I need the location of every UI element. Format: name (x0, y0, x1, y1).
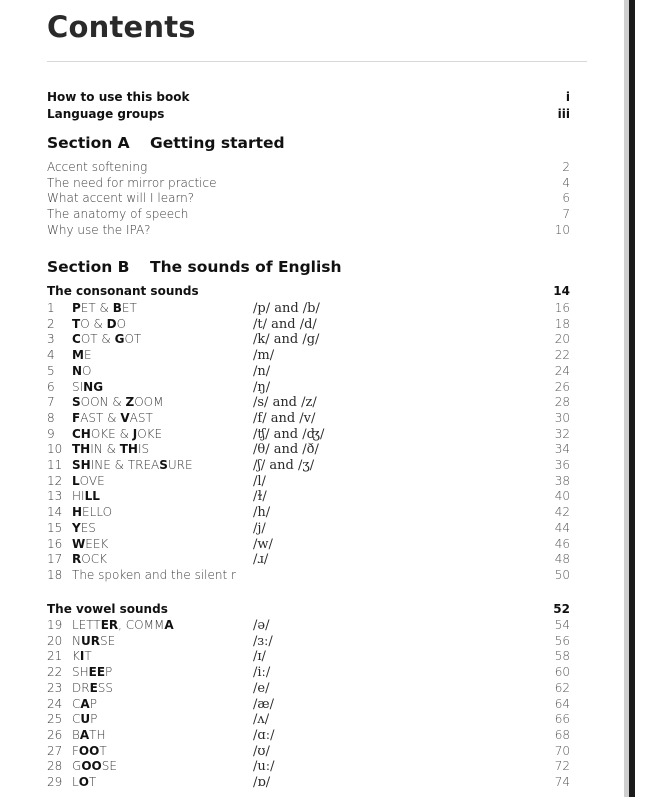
toc-entry (47, 395, 570, 410)
entry-name: HELLO (72, 505, 113, 520)
vowel-sounds-heading (47, 602, 570, 617)
entry-name: PET & BET (72, 301, 137, 315)
toc-entry (47, 474, 570, 489)
entry-ipa: /æ/ (253, 696, 274, 712)
entry-page: 50 (554, 567, 570, 582)
entry-page: iii (557, 107, 570, 121)
entry-page: 58 (554, 649, 570, 664)
toc-entry (47, 505, 570, 520)
toc-entry (47, 223, 570, 238)
entry-name: The need for mirror practice (47, 176, 217, 190)
toc-entry (47, 176, 570, 191)
entry-number: 25 (47, 712, 63, 727)
entry-name: What accent will I learn? (47, 191, 195, 205)
entry-name: KIT (72, 649, 92, 664)
toc-entry (47, 649, 570, 664)
divider (47, 61, 587, 62)
entry-name: The anatomy of speech (47, 207, 189, 221)
entry-number: 24 (47, 696, 63, 711)
entry-name: HILL (72, 489, 100, 504)
toc-entry (47, 744, 570, 759)
entry-ipa: /e/ (253, 680, 270, 696)
entry-number: 17 (47, 552, 63, 567)
toc-entry-language-groups (47, 107, 570, 122)
toc-entry (47, 160, 570, 175)
entry-name: Accent softening (47, 160, 148, 174)
entry-number: 15 (47, 520, 63, 535)
entry-number: 22 (47, 665, 63, 680)
entry-page: 64 (554, 696, 570, 711)
entry-ipa: /ɑː/ (253, 727, 275, 743)
toc-entry (47, 775, 570, 790)
entry-number: 2 (47, 316, 55, 331)
entry-number: 29 (47, 775, 63, 789)
toc-entry (47, 191, 570, 206)
entry-ipa: /w/ (253, 536, 273, 552)
consonant-sounds-heading (47, 284, 570, 299)
entry-name: ROCK (72, 552, 107, 567)
entry-ipa: /iː/ (253, 665, 271, 681)
entry-page: 40 (554, 489, 570, 504)
entry-ipa: /ɫ/ (253, 489, 267, 505)
toc-entry-how-to-use (47, 90, 570, 105)
entry-page: 26 (554, 379, 570, 394)
entry-page: 36 (554, 458, 570, 472)
entry-name: DRESS (72, 680, 114, 695)
toc-entry (47, 634, 570, 649)
entry-ipa: /ə/ (253, 618, 270, 633)
entry-number: 18 (47, 567, 63, 582)
entry-number: 13 (47, 489, 63, 504)
toc-entry (47, 568, 570, 583)
entry-number: 20 (47, 633, 63, 648)
entry-number: 23 (47, 680, 63, 695)
toc-entry (47, 427, 570, 442)
entry-ipa: /ʌ/ (253, 712, 270, 728)
entry-ipa: /ɜː/ (253, 633, 273, 649)
entry-ipa: /ɹ/ (253, 552, 269, 568)
entry-page: 30 (554, 410, 570, 425)
entry-page: 62 (554, 680, 570, 695)
entry-name: GOOSE (72, 759, 117, 774)
entry-page: 22 (554, 348, 570, 363)
entry-number: 27 (47, 743, 63, 758)
entry-number: 26 (47, 727, 63, 742)
entry-ipa: /p/ and /b/ (253, 301, 320, 316)
toc-entry (47, 681, 570, 696)
entry-ipa: /ɒ/ (253, 775, 271, 790)
toc-entry (47, 380, 570, 395)
entry-number: 7 (47, 395, 55, 410)
toc-entry (47, 442, 570, 457)
entry-page: 4 (562, 176, 570, 190)
entry-number: 11 (47, 458, 63, 472)
entry-name: WEEK (72, 536, 109, 551)
entry-name: CAP (72, 696, 97, 711)
entry-page: 56 (554, 633, 570, 648)
entry-page: 74 (554, 775, 570, 789)
entry-ipa: /ʧ/ and /ʤ/ (253, 426, 325, 442)
entry-number: 12 (47, 473, 63, 488)
entry-name: CHOKE & JOKE (72, 426, 163, 441)
entry-page: 68 (554, 727, 570, 742)
toc-entry (47, 207, 570, 222)
toc-entry (47, 411, 570, 426)
entry-page: 18 (554, 316, 570, 331)
entry-name: SHINE & TREASURE (72, 458, 193, 472)
entry-number: 9 (47, 426, 55, 441)
entry-ipa: /f/ and /v/ (253, 410, 316, 426)
entry-page: 48 (554, 552, 570, 567)
entry-number: 6 (47, 379, 55, 394)
toc-entry (47, 618, 570, 633)
entry-ipa: /n/ (253, 363, 271, 379)
section-b-heading (47, 258, 342, 276)
entry-ipa: /t/ and /d/ (253, 316, 317, 332)
toc-entry (47, 521, 570, 536)
entry-name: NURSE (72, 633, 116, 648)
entry-name: The spoken and the silent r (72, 567, 236, 582)
entry-ipa: /uː/ (253, 759, 275, 775)
subsection-page: 52 (553, 602, 570, 616)
entry-number: 19 (47, 618, 63, 632)
entry-page: i (565, 90, 570, 104)
entry-ipa: /m/ (253, 348, 275, 364)
entry-page: 20 (554, 332, 570, 347)
subsection-page: 14 (553, 284, 570, 298)
entry-number: 14 (47, 505, 63, 520)
entry-page: 60 (554, 665, 570, 680)
entry-number: 4 (47, 348, 55, 363)
entry-name: BATH (72, 727, 106, 742)
entry-name: SHEEP (72, 665, 113, 680)
entry-name: COT & GOT (72, 332, 142, 347)
entry-name: TO & DO (72, 316, 127, 331)
entry-number: 5 (47, 363, 55, 378)
entry-page: 24 (554, 363, 570, 378)
entry-number: 3 (47, 332, 55, 347)
page-title: Contents (47, 10, 196, 44)
entry-name: ME (72, 348, 92, 363)
entry-page: 16 (554, 301, 570, 315)
entry-number: 1 (47, 301, 55, 315)
toc-entry (47, 489, 570, 504)
entry-page: 44 (554, 520, 570, 535)
entry-name: CUP (72, 712, 98, 727)
toc-entry (47, 697, 570, 712)
entry-page: 70 (554, 743, 570, 758)
entry-ipa: /ɪ/ (253, 649, 266, 665)
entry-ipa: /ʃ/ and /ʒ/ (253, 458, 315, 473)
entry-name: SING (72, 379, 104, 394)
entry-name: Why use the IPA? (47, 223, 151, 237)
subsection-title: The consonant sounds (47, 284, 199, 298)
entry-page: 34 (554, 442, 570, 457)
entry-number: 28 (47, 759, 63, 774)
toc-entry (47, 332, 570, 347)
entry-page: 2 (562, 160, 570, 174)
entry-name: LETTER, COMMA (72, 618, 174, 632)
entry-ipa: /ʊ/ (253, 743, 270, 759)
toc-entry (47, 712, 570, 727)
entry-page: 28 (554, 395, 570, 410)
entry-name: SOON & ZOOM (72, 395, 164, 410)
entry-name: LOVE (72, 473, 105, 488)
toc-entry (47, 552, 570, 567)
entry-ipa: /k/ and /g/ (253, 332, 320, 348)
entry-name: THIN & THIS (72, 442, 150, 457)
entry-page: 42 (554, 505, 570, 520)
entry-name: LOT (72, 775, 97, 789)
toc-entry (47, 317, 570, 332)
entry-page: 66 (554, 712, 570, 727)
entry-page: 38 (554, 473, 570, 488)
toc-entry (47, 458, 570, 473)
subsection-title: The vowel sounds (47, 602, 168, 616)
toc-entry (47, 301, 570, 316)
entry-number: 10 (47, 442, 63, 457)
entry-page: 32 (554, 426, 570, 441)
entry-ipa: /θ/ and /ð/ (253, 442, 319, 458)
entry-page: 10 (554, 223, 570, 237)
entry-name: FOOT (72, 743, 107, 758)
entry-page: 7 (562, 207, 570, 221)
entry-name: How to use this book (47, 90, 190, 104)
entry-name: NO (72, 363, 92, 378)
section-title: The sounds of English (150, 258, 342, 276)
toc-entry (47, 364, 570, 379)
entry-page: 72 (554, 759, 570, 774)
section-a-heading (47, 134, 285, 152)
section-title: Getting started (150, 134, 285, 152)
toc-entry (47, 537, 570, 552)
entry-page: 6 (562, 191, 570, 205)
entry-page: 46 (554, 536, 570, 551)
toc-entry (47, 759, 570, 774)
entry-ipa: /ŋ/ (253, 379, 271, 395)
entry-ipa: /l/ (253, 473, 266, 489)
entry-number: 16 (47, 536, 63, 551)
section-label: Section A (47, 134, 130, 152)
entry-name: YES (72, 520, 96, 535)
entry-name: FAST & VAST (72, 410, 153, 425)
entry-name: Language groups (47, 107, 165, 121)
page-edge (629, 0, 635, 797)
entry-page: 54 (554, 618, 570, 632)
entry-ipa: /h/ (253, 505, 271, 521)
toc-entry (47, 665, 570, 680)
entry-ipa: /j/ (253, 520, 266, 536)
entry-number: 21 (47, 649, 63, 664)
entry-ipa: /s/ and /z/ (253, 395, 317, 411)
section-label: Section B (47, 258, 130, 276)
entry-number: 8 (47, 410, 55, 425)
toc-entry (47, 728, 570, 743)
toc-entry (47, 348, 570, 363)
